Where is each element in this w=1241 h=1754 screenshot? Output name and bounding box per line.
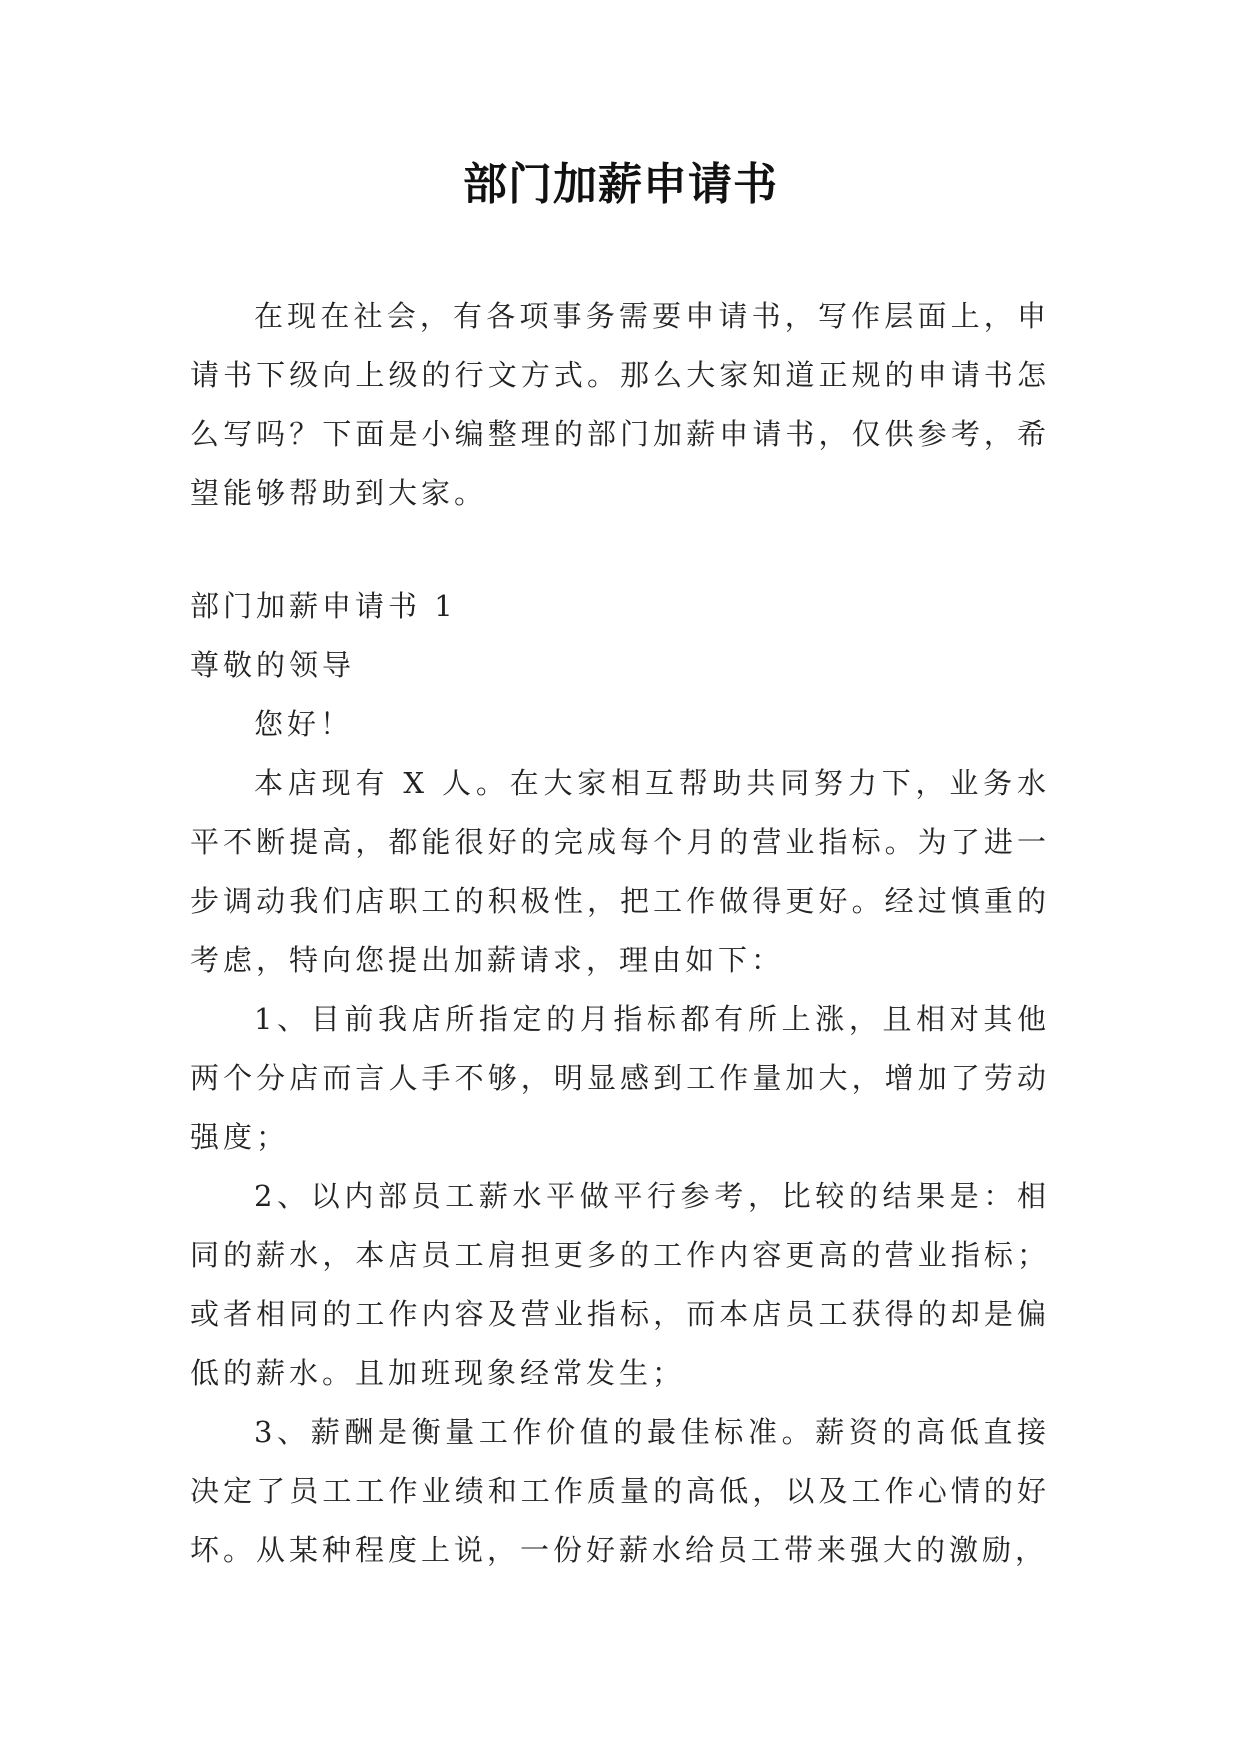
document-title: 部门加薪申请书: [463, 159, 778, 210]
reason-item: 1、目前我店所指定的月指标都有所上涨，且相对其他两个分店而言人手不够，明显感到工作量加大，增加了劳动强度；: [190, 1002, 1050, 1154]
reason-item: 3、薪酬是衡量工作价值的最佳标准。薪资的高低直接决定了员工工作业绩和工作质量的高低，以及工作心情的好坏。从某种程度上说，一份好薪水给员工带来强大的激励，: [190, 1415, 1050, 1567]
document-body: [190, 287, 1050, 1580]
reason-item: 2、以内部员工薪水平做平行参考，比较的结果是：相同的薪水，本店员工肩担更多的工作内容更高的营业指标；或者相同的工作内容及营业指标，而本店员工获得的却是偏低的薪水。且加班现象经常发生；: [190, 1179, 1050, 1390]
greeting: 您好！: [254, 707, 354, 741]
body-paragraph: 本店现有 X 人。在大家相互帮助共同努力下，业务水平不断提高，都能很好的完成每个月的营业指标。为了进一步调动我们店职工的积极性，把工作做得更好。经过慎重的考虑，特向您提出加薪请求，理由如下：: [190, 766, 1050, 977]
section-heading: 部门加薪申请书 1: [190, 589, 457, 623]
salutation: 尊敬的领导: [190, 648, 356, 682]
intro-paragraph: 在现在社会，有各项事务需要申请书，写作层面上，申请书下级向上级的行文方式。那么大家知道正规的申请书怎么写吗？下面是小编整理的部门加薪申请书，仅供参考，希望能够帮助到大家。: [190, 299, 1050, 510]
